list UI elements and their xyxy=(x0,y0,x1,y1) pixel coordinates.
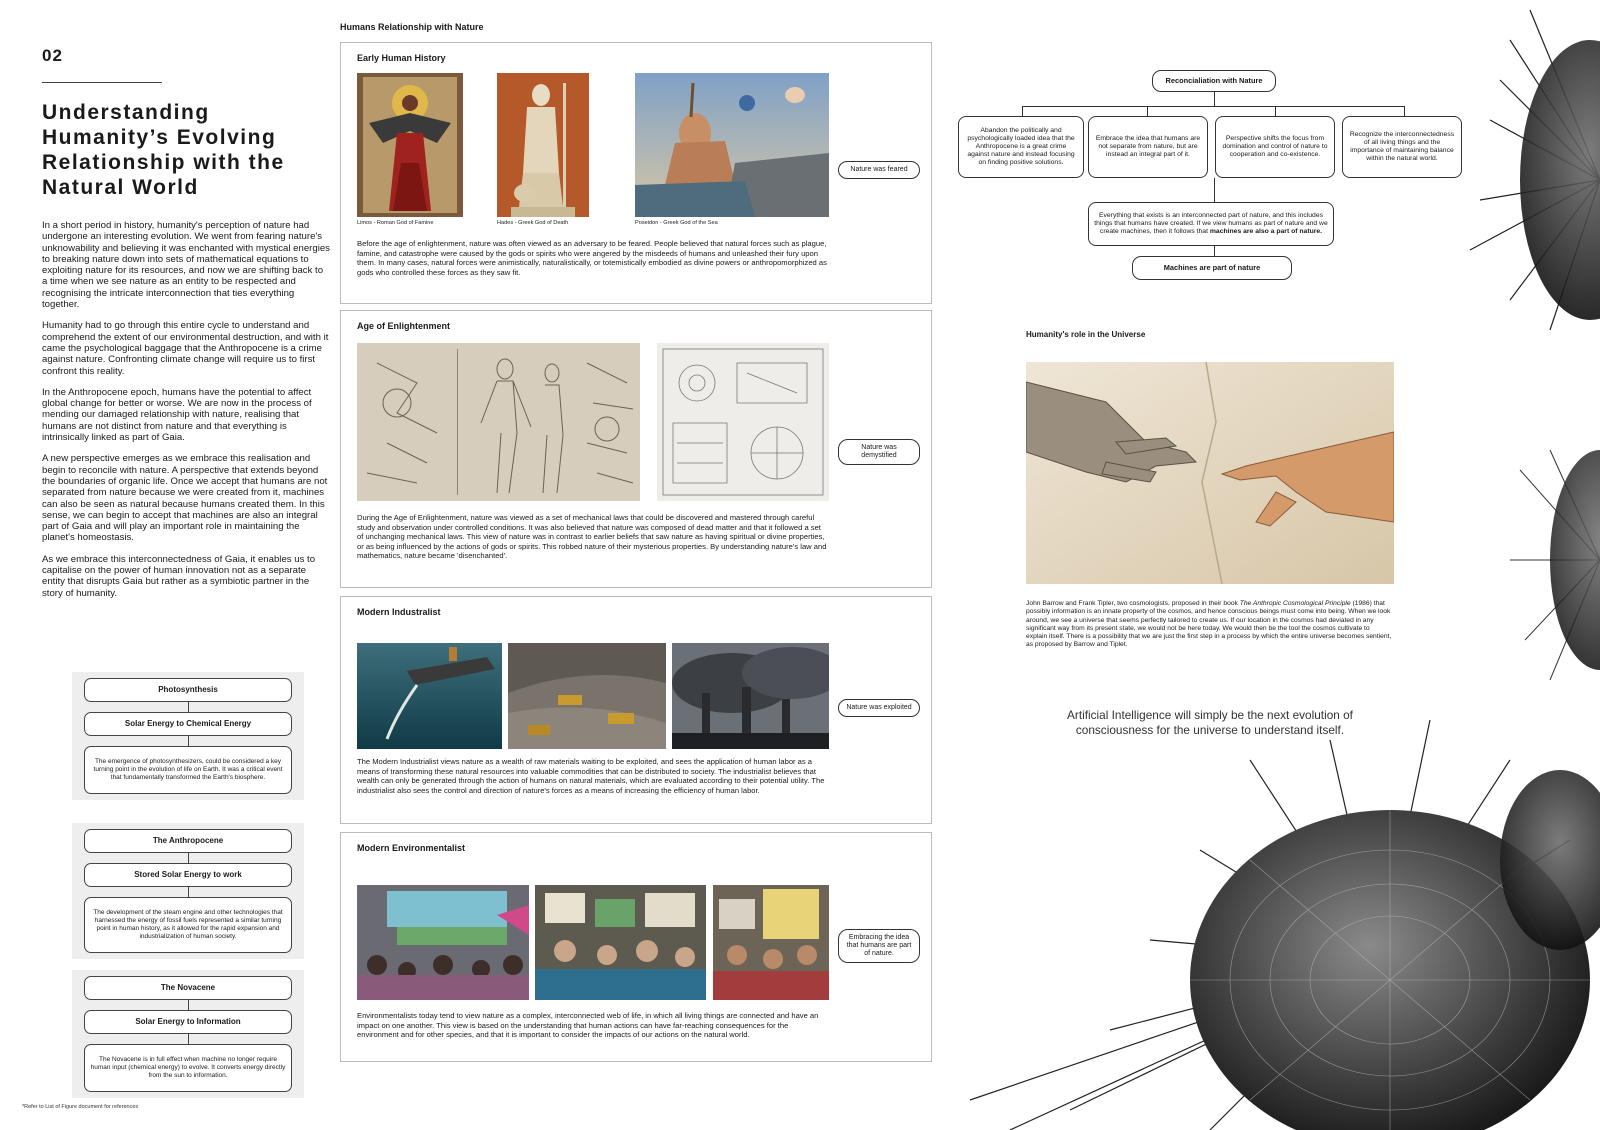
era-card-novacene xyxy=(72,970,304,1098)
connector-line xyxy=(188,853,189,863)
connector-line xyxy=(188,1034,189,1044)
oil-tanker-image xyxy=(357,643,502,749)
panel-title: Age of Enlightenment xyxy=(357,321,450,331)
robot-human-hands-image xyxy=(1026,362,1394,584)
one-planet-protest-image xyxy=(713,885,829,1000)
panel-age-of-enlightenment xyxy=(340,310,932,588)
connector-line xyxy=(188,1000,189,1010)
reconciliation-root: Reconcialiation with Nature xyxy=(1152,70,1276,92)
factory-smoke-image xyxy=(672,643,829,749)
panel-text: The Modern Industrialist views nature as a wealth of raw materials waiting to be exploited, and sees the application of human labor as a means of transforming these natural resources into valuable commodities that can be distributed to society. The industrialist believes that wealth can only be generated through the action of humans on natural materials, which are evaluated according to their potential utility. The industrialist also sees the control and direction of nature's forces as a means of increasing the efficiency of human labor. xyxy=(357,757,825,795)
connector-line xyxy=(188,887,189,897)
panel-conclusion-label: Nature was demystified xyxy=(838,439,920,465)
page-title: Understanding Humanity’s Evolving Relationship with the Natural World xyxy=(42,101,285,199)
reconciliation-branch: Perspective shifts the focus from domination and control of nature to cooperation and co-existence. xyxy=(1215,116,1335,178)
intro-paragraph: Humanity had to go through this entire cycle to understand and comprehend the extent of our environmental destruction, and with it came the psychological baggage that the Anthropocene is a crime against nature. Confronting climate change will require us to first confront this reality. xyxy=(42,320,329,377)
panel-text: Before the age of enlightenment, nature was often viewed as an adversary to be feared. People believed that natural forces such as plague, famine, and catastrophe were caused by the gods or spirits who were angered by the misdeeds of humans and unleashed their fury upon them. In many cases, natural forces were animistically, naturalistically, or totemistically embodied as divine powers or anthropomorphized as gods who controlled these forces as they saw fit. xyxy=(357,239,827,277)
intro-paragraph: As we embrace this interconnectedness of Gaia, it enables us to capitalise on the power of human innovation not as a separate entity that disrupts Gaia but rather as a symbiotic partner in the story of humanity. xyxy=(42,553,316,599)
anatomy-sketch-image xyxy=(357,343,640,501)
era-energy: Solar Energy to Chemical Energy xyxy=(84,712,292,736)
connector-line xyxy=(1147,106,1148,116)
era-energy: Solar Energy to Information xyxy=(84,1010,292,1034)
reconciliation-summary xyxy=(1088,202,1334,246)
intro-paragraph: In the Anthropocene epoch, humans have the potential to affect global change for better or worse. We are now in the process of mending our damaged relationship with nature, realising that humans are not distinct from nature and that everything is intrinsically linked as part of Gaia. xyxy=(42,386,312,444)
book-title: The Anthropic Cosmological Principle xyxy=(1239,600,1351,607)
footnote: *Refer to List of Figure document for references xyxy=(22,1104,139,1110)
era-description: The emergence of photosynthesizers, could be considered a key turning point in the evolution of life on Earth. It was a critical event that fundamentally transformed the Earth's biosphere. xyxy=(84,746,292,794)
era-name: The Anthropocene xyxy=(84,829,292,853)
panel-title: Modern Environmentalist xyxy=(357,843,466,853)
panel-text: During the Age of Enlightenment, nature was viewed as a set of mechanical laws that could be discovered and mastered through careful study and observation under controlled conditions. It was also believed that nature was composed of dead matter and that it followed a set of unchanging mechanical laws. This view of nature was in contrast to earlier beliefs that saw nature as having spiritual or divine properties, or as being influenced by the actions of gods or spirits. This robbed nature of their mysterious properties. By understanding nature's law and mathematics, nature became 'disenchanted'. xyxy=(357,513,827,560)
panel-conclusion-label: Nature was feared xyxy=(838,161,920,179)
poseidon-painting-image xyxy=(635,73,829,217)
image-caption: Poseidon - Greek God of the Sea xyxy=(635,220,718,226)
universe-text-body: (1986) that possibly information is an innate property of the cosmos, and hence conscious beings must come into being. When we look around, we see a universe that seems perfectly tailored to create us. If our location in the cosmos had deviated in any significant way from its present state, we would not be here today. We would then be the tool the cosmos cultivate to explain itself. There is a possibility that we are just the first step in a process by which the entire universe becomes sentient, as proposed by Barrow and Tiplet. xyxy=(1026,600,1392,649)
connector-line xyxy=(1022,106,1023,116)
image-caption: Hades - Greek God of Death xyxy=(497,220,569,226)
intro-paragraph: A new perspective emerges as we embrace this realisation and begin to reconcile with nature. A perspective that extends beyond the boundaries of organic life. Once we accept that humans are not separated from nature because we were created from it, machines can also be seen as natural because humans created them. In this sense, we can begin to accept that machines are also an integral part of Gaia and will play an important role in maintaining the planet's homeostasis. xyxy=(42,453,328,544)
climate-protest-image xyxy=(357,885,529,1000)
reconciliation-branch: Recognize the interconnectedness of all living things and the importance of maintaining balance within the natural world. xyxy=(1342,116,1462,178)
intro-paragraph: In a short period in history, humanity's perception of nature had undergone an interesting evolution. We went from fearing nature's unknowability and believing it was enchanted with mystical energies to breaking nature down into sets of mathematical equations to exploiting nature for its resources, and now we are shifting back to a time when we see nature as an entity to be respected and recognising the intricate interconnection that ties everything together. xyxy=(42,220,330,311)
connector-line xyxy=(1022,106,1405,107)
connector-line xyxy=(188,702,189,712)
panel-text: Environmentalists today tend to view nature as a complex, interconnected web of life, in which all living things are connected and have an impact on one another. This view is based on the understanding that human actions can have far-reaching consequences for the environment and for other species, and that it is important to consider the impacts of our actions on the natural world. xyxy=(357,1011,819,1039)
era-description: The development of the steam engine and other technologies that harnessed the energy of fossil fuels represented a similar turning point in human history, as it allowed for the rapid expansion and industrialization of human society. xyxy=(84,897,292,953)
school-strike-image xyxy=(535,885,706,1000)
universe-heading: Humanity's role in the Universe xyxy=(1026,330,1146,339)
era-description: The Novacene is in full effect when machine no longer require human input (chemical energy) to evolve. It converts energy directly from the sun to information. xyxy=(84,1044,292,1092)
era-name: The Novacene xyxy=(84,976,292,1000)
mechanical-diagram-image xyxy=(657,343,829,501)
page-number: 02 xyxy=(42,46,63,65)
reconciliation-branch: Embrace the idea that humans are not separate from nature, but are instead an integral part of it. xyxy=(1088,116,1208,178)
hades-statue-image xyxy=(497,73,589,217)
panel-conclusion-label: Embracing the idea that humans are part of nature. xyxy=(838,929,920,963)
connector-line xyxy=(1275,106,1276,116)
panel-modern-industralist xyxy=(340,596,932,824)
era-card-photosynthesis xyxy=(72,672,304,800)
connector-line xyxy=(1404,106,1405,116)
section-heading: Humans Relationship with Nature xyxy=(340,22,484,32)
connector-line xyxy=(1214,178,1215,202)
era-card-anthropocene xyxy=(72,823,304,959)
image-caption: Limos - Roman God of Famine xyxy=(357,220,434,226)
universe-text-lead: John Barrow and Frank Tipler, two cosmologists, proposed in their book xyxy=(1026,600,1238,607)
universe-quote: Artificial Intelligence will simply be the next evolution of consciousness for the universe to understand itself. xyxy=(1067,708,1353,737)
universe-text xyxy=(1026,600,1392,650)
panel-modern-environmentalist xyxy=(340,832,932,1062)
connector-line xyxy=(188,736,189,746)
era-name: Photosynthesis xyxy=(84,678,292,702)
page-number-rule xyxy=(42,82,162,83)
intro-text xyxy=(42,220,330,609)
panel-conclusion-label: Nature was exploited xyxy=(838,699,920,717)
connector-line xyxy=(1214,246,1215,256)
reconciliation-conclusion: Machines are part of nature xyxy=(1132,256,1292,280)
panel-title: Modern Industralist xyxy=(357,607,441,617)
panel-title: Early Human History xyxy=(357,53,446,63)
summary-emphasis: machines are also a part of nature. xyxy=(1209,228,1323,235)
limos-painting-image xyxy=(357,73,463,217)
mining-trucks-image xyxy=(508,643,666,749)
era-energy: Stored Solar Energy to work xyxy=(84,863,292,887)
connector-line xyxy=(1214,92,1215,106)
reconciliation-branch: Abandon the politically and psychologically loaded idea that the Anthropocene is a great crime against nature and instead focusing on finding positive solutions. xyxy=(958,116,1084,178)
summary-text: Everything that exists is an interconnected part of nature, and this includes things that humans have created. If we view humans as part of nature and we create machines, then it follows that xyxy=(1094,212,1328,235)
panel-early-human-history xyxy=(340,42,932,304)
